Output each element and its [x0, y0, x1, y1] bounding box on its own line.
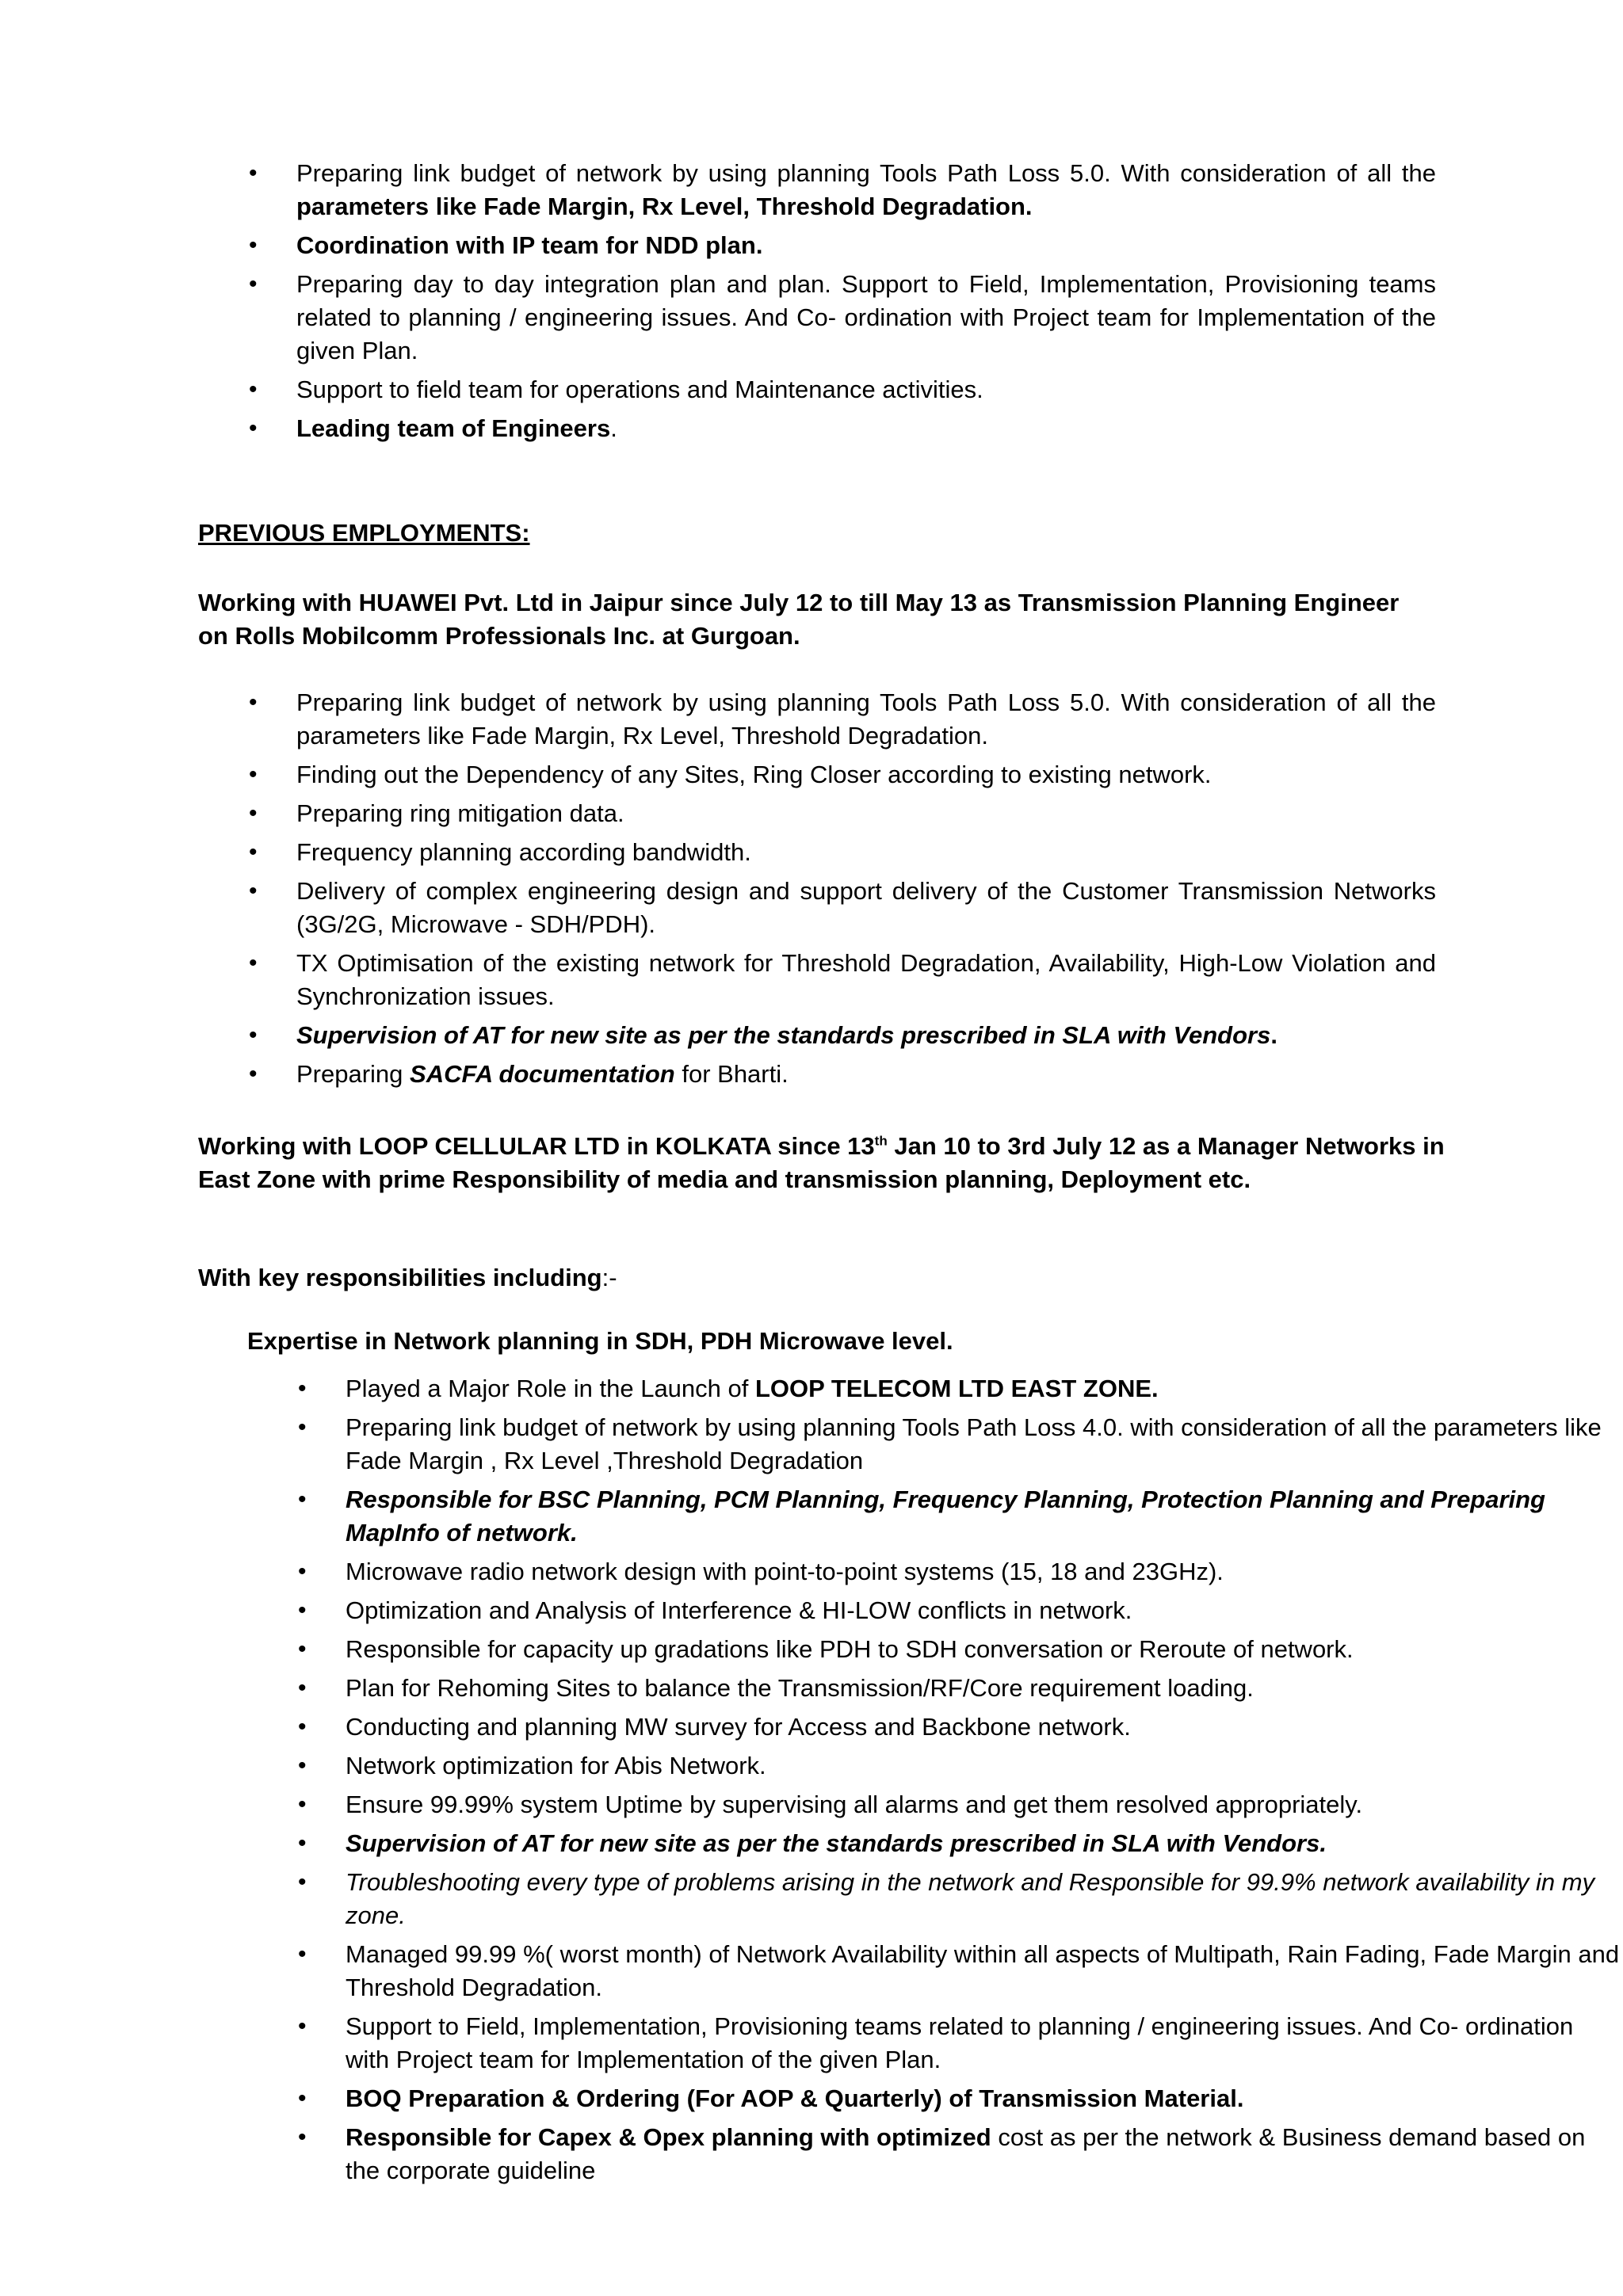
- bullet-icon: •: [249, 415, 258, 441]
- list-item: [249, 758, 1436, 791]
- list-item-text: Microwave radio network design with point-to-point systems (15, 18 and 23GHz).: [346, 1558, 1224, 1585]
- list-item-text: Preparing link budget of network by using planning Tools Path Loss 4.0. with consideration of all the parameters like Fade Margin , Rx Level ,Threshold Degradation: [346, 1413, 1602, 1474]
- bullet-icon: •: [249, 800, 258, 826]
- list-item-text: Responsible for Capex & Opex planning with optimized: [346, 2123, 991, 2151]
- huawei-responsibilities-list: [249, 686, 1436, 1097]
- list-item: [298, 1372, 1623, 1405]
- bullet-icon: •: [249, 1061, 258, 1087]
- list-item-text: Plan for Rehoming Sites to balance the Transmission/RF/Core requirement loading.: [346, 1674, 1254, 1702]
- loop-title-superscript: th: [874, 1133, 888, 1149]
- list-item-text: Preparing link budget of network by using planning Tools Path Loss 5.0. With consideration of all the parameters like Fade Margin, Rx Level, Threshold Degradation.: [296, 688, 1436, 749]
- list-item: [298, 2082, 1623, 2115]
- bullet-icon: •: [298, 1714, 307, 1740]
- list-item: [298, 1555, 1623, 1589]
- list-item-text: parameters like Fade Margin, Rx Level, Threshold Degradation.: [296, 193, 1033, 220]
- bullet-icon: •: [249, 1022, 258, 1048]
- list-item-text: Frequency planning according bandwidth.: [296, 838, 751, 866]
- list-item-text: Leading team of Engineers: [296, 414, 611, 442]
- bullet-icon: •: [298, 1486, 307, 1512]
- bullet-icon: •: [298, 2124, 307, 2150]
- bullet-icon: •: [298, 1869, 307, 1895]
- list-item-text: Responsible for capacity up gradations like PDH to SDH conversation or Reroute of network.: [346, 1635, 1354, 1663]
- list-item-text: Managed 99.99 %( worst month) of Network Availability within all aspects of Multipath, Rain Fading, Fade Margin and Threshold Degradation.: [346, 1940, 1620, 2001]
- list-item-text: cost as per the network & Business demand based on the corporate guideline: [346, 2123, 1586, 2184]
- list-item-text: Network optimization for Abis Network.: [346, 1752, 766, 1779]
- list-item: [298, 1788, 1623, 1821]
- list-item: [249, 412, 1436, 445]
- list-item-text: TX Optimisation of the existing network for Threshold Degradation, Availability, High-Low Violation and Synchronization issues.: [296, 949, 1436, 1010]
- list-item-text: Troubleshooting every type of problems arising in the network and Responsible for 99.9% network availability in my zone.: [346, 1868, 1595, 1929]
- bullet-icon: •: [298, 1414, 307, 1440]
- bullet-icon: •: [249, 839, 258, 865]
- list-item-text: Ensure 99.99% system Uptime by supervising all alarms and get them resolved appropriately.: [346, 1791, 1363, 1818]
- list-item-text: Support to Field, Implementation, Provisioning teams related to planning / engineering issues. And Co- ordination with Project team for Implementation of the given Plan.: [346, 2012, 1574, 2073]
- list-item: [249, 373, 1436, 406]
- list-item-text: .: [610, 414, 617, 442]
- list-item: [298, 1672, 1623, 1705]
- list-item-text: Finding out the Dependency of any Sites, Ring Closer according to existing network.: [296, 761, 1212, 788]
- bullet-icon: •: [298, 1753, 307, 1779]
- key-responsibilities-line: [198, 1261, 617, 1295]
- bullet-icon: •: [298, 1597, 307, 1623]
- bullet-icon: •: [298, 1636, 307, 1662]
- list-item: [298, 1711, 1623, 1744]
- list-item: [249, 1019, 1436, 1052]
- key-responsibilities-label: With key responsibilities including: [198, 1264, 602, 1291]
- list-item-text: .: [1270, 1021, 1277, 1049]
- bullet-icon: •: [298, 1941, 307, 1967]
- responsibilities-list: [249, 157, 1436, 451]
- list-item-text: Preparing link budget of network by using planning Tools Path Loss 5.0. With consideration of all the: [296, 159, 1436, 187]
- list-item-text: BOQ Preparation & Ordering (For AOP & Quarterly) of Transmission Material.: [346, 2084, 1244, 2112]
- loop-responsibilities-list: [298, 1372, 1623, 2193]
- list-item-text: Preparing day to day integration plan and plan. Support to Field, Implementation, Provisioning teams related to planning / engineering issues. And Co- ordination with Project team for Implementation of the given Plan.: [296, 270, 1436, 364]
- list-item-text: for Bharti.: [674, 1060, 789, 1088]
- bullet-icon: •: [249, 950, 258, 976]
- list-item: [298, 1633, 1623, 1666]
- bullet-icon: •: [249, 232, 258, 258]
- huawei-employment-title: Working with HUAWEI Pvt. Ltd in Jaipur since July 12 to till May 13 as Transmission Planning Engineer on Rolls Mobilcomm Professionals Inc. at Gurgoan.: [198, 589, 1400, 650]
- list-item-text: Support to field team for operations and Maintenance activities.: [296, 376, 983, 403]
- list-item: [298, 1827, 1623, 1860]
- bullet-icon: •: [298, 2013, 307, 2039]
- loop-title-end: Jan 10 to 3rd July 12 as a Manager Networks in East Zone with prime Responsibility of media and transmission planning, Deployment etc.: [198, 1132, 1445, 1193]
- list-item-text: SACFA documentation: [410, 1060, 675, 1088]
- bullet-icon: •: [249, 376, 258, 402]
- list-item-text: Preparing ring mitigation data.: [296, 799, 624, 827]
- list-item: [298, 2010, 1623, 2077]
- expertise-subheading: Expertise in Network planning in SDH, PDH Microwave level.: [247, 1327, 953, 1355]
- list-item: [249, 836, 1436, 869]
- list-item: [249, 686, 1436, 753]
- bullet-icon: •: [249, 878, 258, 904]
- list-item: [298, 1866, 1623, 1932]
- loop-title-start: Working with LOOP CELLULAR LTD in KOLKATA since 13: [198, 1132, 875, 1160]
- list-item: [298, 1594, 1623, 1627]
- list-item: [298, 1411, 1623, 1478]
- bullet-icon: •: [298, 2085, 307, 2111]
- list-item-text: Played a Major Role in the Launch of: [346, 1375, 755, 1402]
- bullet-icon: •: [249, 271, 258, 297]
- bullet-icon: •: [298, 1791, 307, 1817]
- list-item-text: Conducting and planning MW survey for Access and Backbone network.: [346, 1713, 1131, 1741]
- list-item-text: Responsible for BSC Planning, PCM Planning, Frequency Planning, Protection Planning and Preparing MapInfo of network.: [346, 1486, 1545, 1547]
- list-item: [249, 229, 1436, 262]
- bullet-icon: •: [298, 1830, 307, 1856]
- list-item-text: LOOP TELECOM LTD EAST ZONE.: [754, 1375, 1159, 1402]
- list-item-text: Supervision of AT for new site as per the standards prescribed in SLA with Vendors.: [346, 1829, 1327, 1857]
- bullet-icon: •: [249, 689, 258, 715]
- bullet-icon: •: [298, 1558, 307, 1585]
- list-item: [298, 1483, 1623, 1550]
- bullet-icon: •: [298, 1675, 307, 1701]
- loop-employment-title: [198, 1130, 1450, 1196]
- list-item: [249, 875, 1436, 941]
- list-item: [249, 268, 1436, 368]
- list-item: [298, 1938, 1623, 2004]
- previous-employments-heading: PREVIOUS EMPLOYMENTS:: [198, 519, 530, 547]
- list-item-text: Optimization and Analysis of Interference & HI-LOW conflicts in network.: [346, 1596, 1132, 1624]
- key-responsibilities-suffix: :-: [601, 1264, 617, 1291]
- list-item: [298, 1749, 1623, 1783]
- list-item: [249, 947, 1436, 1013]
- list-item-text: Delivery of complex engineering design and support delivery of the Customer Transmission Networks (3G/2G, Microwave - SDH/PDH).: [296, 877, 1436, 938]
- list-item-text: Coordination with IP team for NDD plan.: [296, 231, 763, 259]
- list-item: [249, 1058, 1436, 1091]
- bullet-icon: •: [249, 160, 258, 186]
- list-item: [249, 157, 1436, 223]
- list-item: [298, 2121, 1623, 2187]
- list-item-text: Preparing: [296, 1060, 411, 1088]
- list-item: [249, 797, 1436, 830]
- bullet-icon: •: [249, 761, 258, 788]
- bullet-icon: •: [298, 1375, 307, 1402]
- list-item-text: Supervision of AT for new site as per the standards prescribed in SLA with Vendors: [296, 1021, 1271, 1049]
